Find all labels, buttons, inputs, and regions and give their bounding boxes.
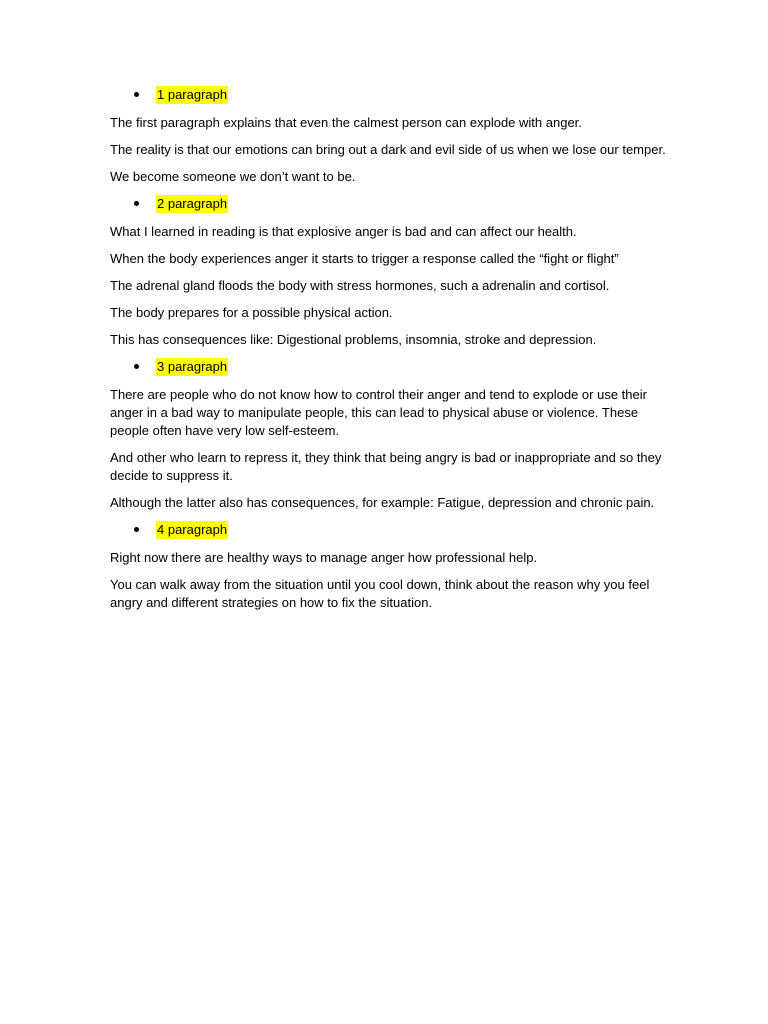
highlighted-heading: 4 paragraph	[157, 522, 228, 537]
section-heading-3	[110, 358, 670, 376]
paragraph: We become someone we don’t want to be.	[110, 169, 356, 184]
paragraph: This has consequences like: Digestional problems, insomnia, stroke and depression.	[110, 332, 597, 347]
bullet-icon	[134, 527, 139, 532]
paragraph: The body prepares for a possible physical action.	[110, 305, 393, 320]
paragraph: Although the latter also has consequences, for example: Fatigue, depression and chronic pain.	[110, 495, 655, 510]
highlighted-heading: 1 paragraph	[157, 87, 228, 102]
bullet-icon	[134, 201, 139, 206]
paragraph: Right now there are healthy ways to manage anger how professional help.	[110, 550, 538, 565]
bullet-icon	[134, 92, 139, 97]
paragraph: And other who learn to repress it, they think that being angry is bad or inappropriate and so they decide to suppress it.	[110, 450, 662, 483]
paragraph: There are people who do not know how to control their anger and tend to explode or use their anger in a bad way to manipulate people, this can lead to physical abuse or violence. These people often have very low self-esteem.	[110, 387, 647, 438]
highlighted-heading: 2 paragraph	[157, 196, 228, 211]
section-heading-1	[110, 86, 670, 104]
paragraph: The adrenal gland floods the body with stress hormones, such a adrenalin and cortisol.	[110, 278, 610, 293]
paragraph: The first paragraph explains that even the calmest person can explode with anger.	[110, 115, 582, 130]
section-heading-2	[110, 195, 670, 213]
paragraph: When the body experiences anger it starts to trigger a response called the “fight or flight”	[110, 251, 619, 266]
paragraph: What I learned in reading is that explosive anger is bad and can affect our health.	[110, 224, 577, 239]
paragraph: The reality is that our emotions can bring out a dark and evil side of us when we lose our temper.	[110, 142, 666, 157]
bullet-icon	[134, 364, 139, 369]
document-body	[110, 86, 670, 621]
paragraph: You can walk away from the situation until you cool down, think about the reason why you feel angry and different strategies on how to fix the situation.	[110, 577, 650, 610]
section-heading-4	[110, 521, 670, 539]
highlighted-heading: 3 paragraph	[157, 359, 228, 374]
